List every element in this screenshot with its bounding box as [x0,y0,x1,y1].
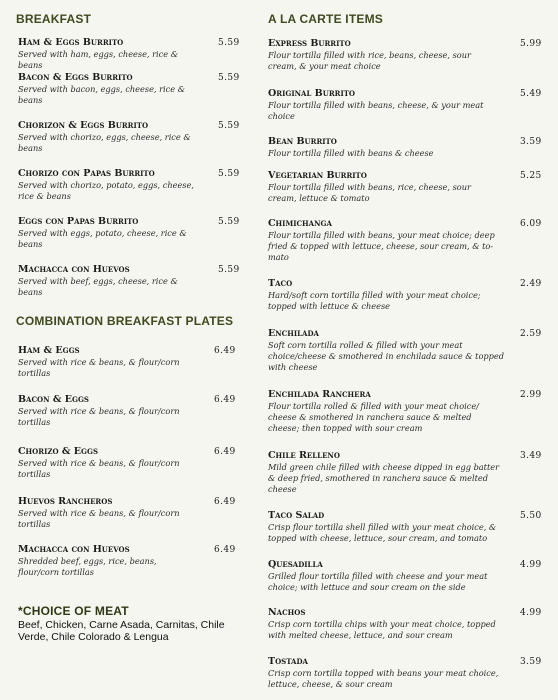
alacarte-item [268,218,550,263]
item-description: Crisp corn tortilla topped with beans your meat choice, lettuce, cheese, & sour cream [268,668,499,689]
item-description: Served with eggs, potato, cheese, rice & beans [18,228,187,249]
item-price: 5.50 [520,511,542,521]
item-description: Flour tortilla filled with beans, your meat choice; deep fried & topped with lettuce, cheese, sour cream, & to-mato [268,230,495,262]
item-price: 5.59 [218,265,240,275]
item-price: 6.49 [214,346,236,356]
item-description: Flour tortilla rolled & filled with your meat choice/ cheese & smothered in ranchera sauce & melted cheese; then topped with sour cream [268,401,479,433]
item-description: Served with rice & beans, & flour/corn tortillas [18,458,180,479]
item-price: 5.59 [218,169,240,179]
item-name: Nachos [268,607,306,618]
item-price: 4.99 [520,560,542,570]
alacarte-item [268,278,550,312]
breakfast-heading: BREAKFAST [16,12,92,26]
combination-item [18,345,240,379]
breakfast-item [18,216,240,250]
item-price: 3.59 [520,657,542,667]
item-description: Served with rice & beans, & flour/corn tortillas [18,406,180,427]
item-description: Served with bacon, eggs, cheese, rice & beans [18,84,185,105]
breakfast-item [18,168,240,202]
item-price: 6.49 [214,447,236,457]
item-description: Soft corn tortilla rolled & filled with your meat choice/cheese & smothered in enchilada sauce & topped with cheese [268,340,504,372]
item-description: Crisp flour tortilla shell filled with your meat choice, & topped with cheese, lettuce, sour cream, and tomato [268,522,497,543]
item-price: 6.09 [520,219,542,229]
meat-choices: Beef, Chicken, Carne Asada, Carnitas, Chile Verde, Chile Colorado & Lengua [18,619,225,643]
breakfast-item [18,120,240,154]
item-price: 6.49 [214,395,236,405]
item-name: Machacca con Huevos [18,264,130,275]
item-price: 5.59 [218,217,240,227]
item-price: 3.49 [520,451,542,461]
meat-heading: *CHOICE OF MEAT [18,604,129,618]
item-price: 2.49 [520,279,542,289]
item-price: 5.49 [520,89,542,99]
alacarte-heading: A LA CARTE ITEMS [268,12,383,26]
item-price: 2.59 [520,329,542,339]
alacarte-item [268,170,550,204]
alacarte-item [268,656,550,690]
item-price: 3.59 [520,137,542,147]
combination-item [18,544,240,578]
alacarte-item [268,607,550,641]
alacarte-item [268,450,550,495]
item-name: Enchilada [268,328,319,339]
item-description: Served with rice & beans, & flour/corn tortillas [18,357,180,378]
alacarte-item [268,559,550,593]
item-name: Huevos Rancheros [18,496,113,507]
item-description: Flour tortilla filled with beans & cheese [268,148,434,158]
item-name: Taco [268,278,293,289]
item-name: Machacca con Huevos [18,544,130,555]
item-name: Chile Relleno [268,450,340,461]
item-name: Original Burrito [268,88,356,99]
item-description: Grilled flour tortilla filled with cheese and your meat choice; with lettuce and sour cream on the side [268,571,488,592]
item-description: Served with rice & beans, & flour/corn tortillas [18,508,180,529]
item-name: Express Burrito [268,38,351,49]
alacarte-item [268,389,550,434]
item-name: Chimichanga [268,218,332,229]
item-name: Ham & Eggs [18,345,80,356]
item-name: Quesadilla [268,559,323,570]
item-name: Vegetarian Burrito [268,170,367,181]
item-name: Bacon & Eggs Burrito [18,72,133,83]
alacarte-item [268,88,550,122]
item-name: Tostada [268,656,308,667]
item-name: Eggs con Papas Burrito [18,216,139,227]
breakfast-item [18,72,240,106]
item-description: Hard/soft corn tortilla filled with your meat choice; topped with lettuce & cheese [268,290,481,311]
item-price: 5.99 [520,39,542,49]
alacarte-item [268,38,550,72]
item-price: 4.99 [520,608,542,618]
item-description: Flour tortilla filled with rice, beans, cheese, sour cream, & your meat choice [268,50,471,71]
alacarte-item [268,328,550,373]
item-description: Served with chorizo, potato, eggs, cheese, rice & beans [18,180,194,201]
item-description: Flour tortilla filled with beans, cheese, & your meat choice [268,100,484,121]
item-price: 5.59 [218,73,240,83]
combination-item [18,446,240,480]
item-description: Flour tortilla filled with beans, rice, cheese, sour cream, lettuce & tomato [268,182,471,203]
item-price: 6.49 [214,545,236,555]
combination-item [18,394,240,428]
combination-heading: COMBINATION BREAKFAST PLATES [16,314,234,328]
item-price: 6.49 [214,497,236,507]
breakfast-item [18,37,240,71]
alacarte-item [268,510,550,544]
item-name: Chorizon & Eggs Burrito [18,120,149,131]
item-price: 5.59 [218,121,240,131]
item-name: Bacon & Eggs [18,394,89,405]
item-description: Served with beef, eggs, cheese, rice & beans [18,276,178,297]
item-name: Chorizo con Papas Burrito [18,168,155,179]
item-name: Bean Burrito [268,136,337,147]
item-name: Chorizo & Eggs [18,446,99,457]
item-name: Ham & Eggs Burrito [18,37,124,48]
item-name: Taco Salad [268,510,325,521]
alacarte-item [268,136,550,159]
item-description: Served with chorizo, eggs, cheese, rice & beans [18,132,191,153]
combination-item [18,496,240,530]
item-description: Shredded beef, eggs, rice, beans, flour/corn tortillas [18,556,157,577]
item-price: 5.59 [218,38,240,48]
item-description: Served with ham, eggs, cheese, rice & beans [18,49,178,70]
breakfast-item [18,264,240,298]
item-description: Crisp corn tortilla chips with your meat choice, topped with melted cheese, lettuce, and sour cream [268,619,496,640]
item-description: Mild green chile filled with cheese dipped in egg batter & deep fried, smothered in ranchera sauce & melted cheese [268,462,500,494]
item-price: 5.25 [520,171,542,181]
item-price: 2.99 [520,390,542,400]
item-name: Enchilada Ranchera [268,389,371,400]
